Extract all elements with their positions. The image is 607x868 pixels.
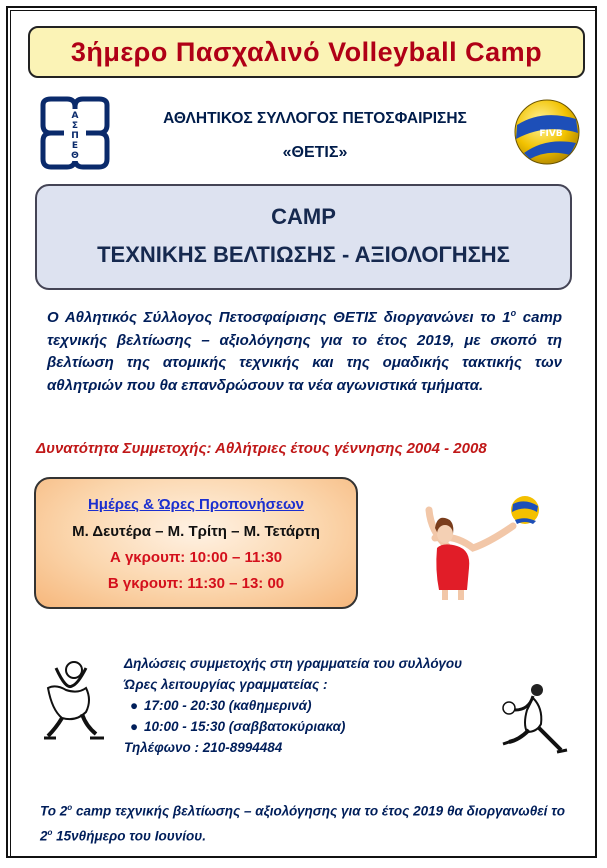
camp-heading-box <box>35 184 572 290</box>
intro-text-1: Ο Αθλητικός Σύλλογος Πετοσφαίρισης ΘΕΤΙΣ διοργανώνει το 1 <box>47 309 511 326</box>
club-logo-icon <box>37 95 113 171</box>
office-hours-item <box>130 716 544 737</box>
schedule-group-a: Α γκρουπ: 10:00 – 11:30 <box>109 549 283 566</box>
office-hours-item <box>130 695 544 716</box>
schedule-title: Ημέρες & Ώρες Προπονήσεων <box>87 496 305 513</box>
logo-letter: Π <box>71 131 79 141</box>
footer-superscript-1: ο <box>67 803 73 812</box>
player-left-illustration-icon <box>26 660 112 740</box>
title-banner <box>28 26 585 78</box>
intro-superscript: ο <box>510 308 517 318</box>
schedule-group-b: Β γκρουπ: 11:30 – 13: 00 <box>107 575 285 592</box>
registration-line2: Ώρες λειτουργίας γραμματείας : <box>124 677 328 692</box>
logo-letter: Α <box>71 111 79 121</box>
volleyball-icon <box>512 97 582 167</box>
logo-letter: Ε <box>71 141 79 151</box>
office-hours-text: 17:00 - 20:30 (καθημερινά) <box>144 698 312 713</box>
girl-volleyball-illustration-icon <box>395 490 555 600</box>
registration-phone: Τηλέφωνο : 210-8994484 <box>124 740 283 755</box>
ball-brand-text: FIVB <box>539 129 563 139</box>
player-right-illustration-icon <box>497 680 569 756</box>
logo-letter: Θ <box>71 151 79 161</box>
schedule-days: Μ. Δευτέρα – Μ. Τρίτη – Μ. Τετάρτη <box>72 523 320 540</box>
logo-letter: Σ <box>71 121 79 131</box>
bullet-icon: ● <box>130 698 139 713</box>
participation-note: Δυνατότητα Συμμετοχής: Αθλήτριες έτους γέννησης 2004 - 2008 <box>36 440 487 457</box>
page-title: 3ήμερο Πασχαλινό Volleyball Camp <box>70 37 543 67</box>
club-name-line2: «ΘΕΤΙΣ» <box>282 144 348 161</box>
footer-superscript-2: ο <box>47 827 53 837</box>
camp-heading-line1: CAMP <box>271 204 336 229</box>
footer-text-1: Το 2 <box>40 803 68 819</box>
footer-text-3: 15νθήμερο του Ιουνίου. <box>52 828 206 843</box>
intro-paragraph <box>47 302 562 397</box>
footer-text-2: camp τεχνικής βελτίωσης – αξιολόγησης για το έτος 2019 θα διοργανωθεί το 2 <box>40 803 565 843</box>
registration-line1: Δηλώσεις συμμετοχής στη γραμματεία του συλλόγου <box>124 656 463 671</box>
club-name <box>120 108 510 163</box>
bullet-icon: ● <box>130 719 139 734</box>
office-hours-list <box>124 695 544 737</box>
club-name-line1: ΑΘΛΗΤΙΚΟΣ ΣΥΛΛΟΓΟΣ ΠΕΤΟΣΦΑΙΡΙΣΗΣ <box>163 110 467 127</box>
intro-text-2: camp τεχνικής βελτίωσης – αξιολόγησης για το έτος 2019, με σκοπό τη βελτίωση της ατομικής τεχνικής και της ομαδικής τακτικής των αθλητριών που θα επανδρώσουν τα νέα αγωνιστικά τμήματα. <box>47 309 562 394</box>
office-hours-text: 10:00 - 15:30 (σαββατοκύριακα) <box>144 719 346 734</box>
camp-heading-line2: ΤΕΧΝΙΚΗΣ ΒΕΛΤΙΩΣΗΣ - ΑΞΙΟΛΟΓΗΣΗΣ <box>97 242 510 267</box>
schedule-box <box>34 477 358 609</box>
footer-note <box>40 797 565 846</box>
registration-info <box>124 653 544 758</box>
